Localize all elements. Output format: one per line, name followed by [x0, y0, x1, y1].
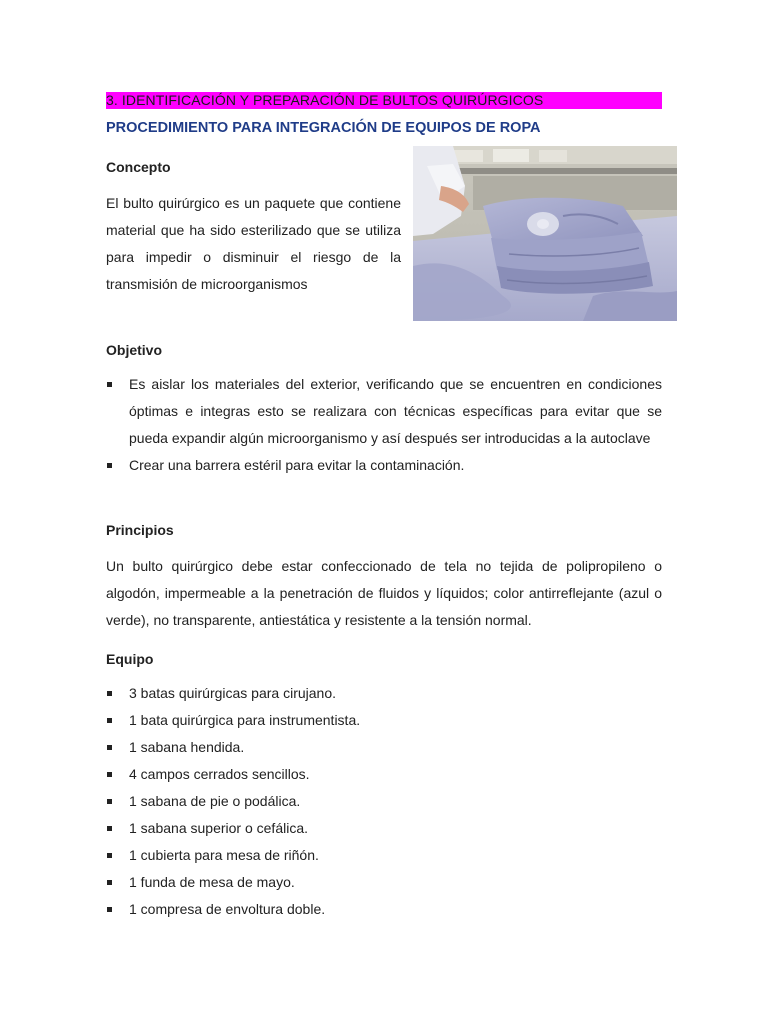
list-item-text: Es aislar los materiales del exterior, verificando que se encuentren en condiciones óptimas e integras esto se realizara con técnicas específicas para evitar que se pueda expandir algún microorganismo y así después ser introducidas a la autoclave: [129, 376, 662, 446]
concepto-heading: Concepto: [106, 159, 171, 175]
list-item-text: 1 sabana hendida.: [129, 739, 245, 755]
list-item: [106, 842, 662, 869]
equipo-list: [106, 680, 662, 923]
list-item: [106, 734, 662, 761]
list-item: [106, 371, 662, 452]
surgical-linen-photo: [413, 146, 677, 321]
list-item-text: 1 funda de mesa de mayo.: [129, 874, 295, 890]
list-item-text: 1 compresa de envoltura doble.: [129, 901, 326, 917]
concepto-text: El bulto quirúrgico es un paquete que contiene material que ha sido esterilizado que se utiliza para impedir o disminuir el riesgo de la transmisión de microorganismos: [106, 195, 401, 292]
list-item: [106, 680, 662, 707]
objetivo-heading: Objetivo: [106, 342, 163, 358]
list-item-text: 1 cubierta para mesa de riñón.: [129, 847, 319, 863]
section-title: 3. IDENTIFICACIÓN Y PREPARACIÓN DE BULTOS QUIRÚRGICOS: [106, 92, 662, 109]
bullet-square-icon: [107, 691, 112, 696]
principios-text: Un bulto quirúrgico debe estar confeccionado de tela no tejida de polipropileno o algodón, impermeable a la penetración de fluidos y líquidos; color antirreflejante (azul o verde), no transparente, antiestática y resistente a la tensión normal.: [106, 558, 662, 628]
principios-heading: Principios: [106, 522, 174, 538]
list-item-text: 1 sabana superior o cefálica.: [129, 820, 308, 836]
bullet-square-icon: [107, 382, 112, 387]
list-item-text: 3 batas quirúrgicas para cirujano.: [129, 685, 337, 701]
list-item: [106, 707, 662, 734]
bullet-square-icon: [107, 772, 112, 777]
list-item-text: Crear una barrera estéril para evitar la contaminación.: [129, 457, 465, 473]
list-item: [106, 761, 662, 788]
list-item: [106, 896, 662, 923]
list-item: [106, 452, 662, 479]
bullet-square-icon: [107, 880, 112, 885]
list-item: [106, 815, 662, 842]
list-item-text: 1 bata quirúrgica para instrumentista.: [129, 712, 361, 728]
objetivo-list: [106, 371, 662, 479]
procedure-title: PROCEDIMIENTO PARA INTEGRACIÓN DE EQUIPOS DE ROPA: [106, 120, 541, 136]
equipo-heading: Equipo: [106, 651, 154, 667]
bullet-square-icon: [107, 718, 112, 723]
bullet-square-icon: [107, 853, 112, 858]
bullet-square-icon: [107, 907, 112, 912]
bullet-square-icon: [107, 463, 112, 468]
list-item-text: 4 campos cerrados sencillos.: [129, 766, 310, 782]
list-item: [106, 869, 662, 896]
bullet-square-icon: [107, 745, 112, 750]
list-item-text: 1 sabana de pie o podálica.: [129, 793, 301, 809]
bullet-square-icon: [107, 799, 112, 804]
list-item: [106, 788, 662, 815]
bullet-square-icon: [107, 826, 112, 831]
